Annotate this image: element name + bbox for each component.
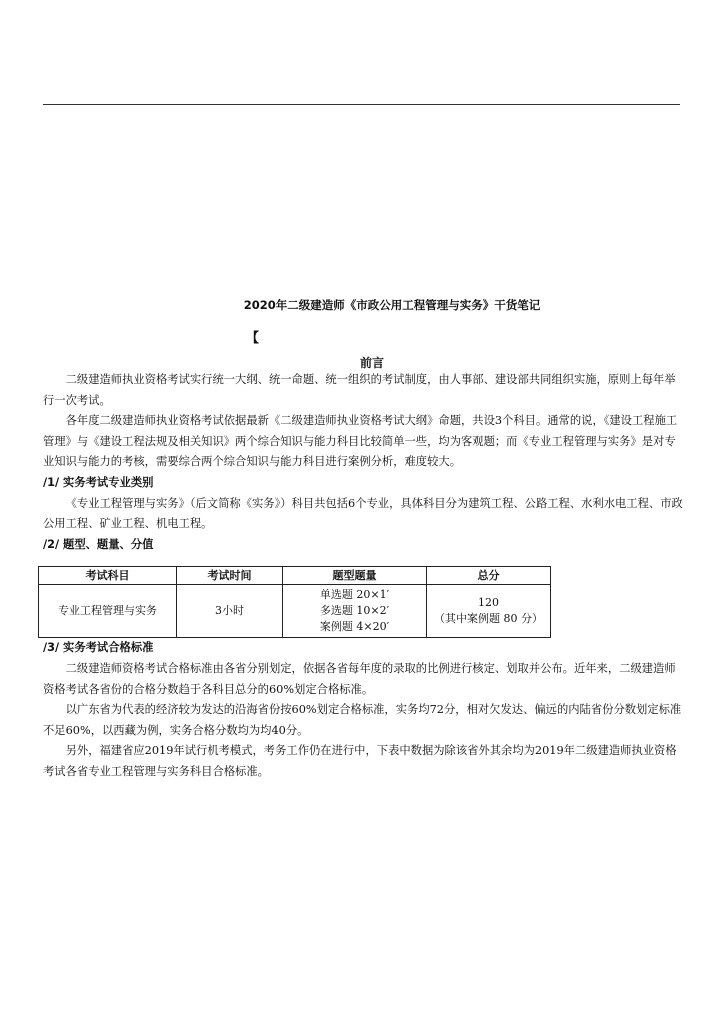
cell-total xyxy=(427,585,551,638)
header-time: 考试时间 xyxy=(177,567,283,585)
section-3-paragraph-2: 以广东省为代表的经济较为发达的沿海省份按60%划定合格标准，实务均72分，相对欠发达、偏远的内陆省份分数划定标准不足60%，以西藏为例，实务合格分数均为均40分。 xyxy=(43,703,682,737)
total-score: 120 xyxy=(478,596,499,610)
table-row xyxy=(39,585,551,638)
header-total: 总分 xyxy=(427,567,551,585)
header-types: 题型题量 xyxy=(283,567,427,585)
preface-heading: 前言 xyxy=(360,356,385,370)
header-rule xyxy=(43,104,680,105)
type-multiple-choice: 多选题 10×2′ xyxy=(319,604,390,618)
section-3-paragraph-3: 另外，福建省应2019年试行机考模式，考务工作仍在进行中，下表中数据为除该省外其余均为2019年二级建造师执业资格考试各省专业工程管理与实务科目合格标准。 xyxy=(43,744,677,778)
cell-types xyxy=(283,585,427,638)
type-case-study: 案例题 4×20′ xyxy=(319,620,390,634)
total-score-note: （其中案例题 80 分） xyxy=(434,612,543,626)
document-title: 2020年二级建造师《市政公用工程管理与实务》干货笔记 xyxy=(243,298,541,312)
section-1-paragraph: 《专业工程管理与实务》（后文简称《实务》）科目共包括6个专业，具体科目分为建筑工程、公路工程、水利水电工程、市政公用工程、矿业工程、机电工程。 xyxy=(43,496,683,531)
cell-time: 3小时 xyxy=(177,585,283,638)
intro-paragraph-1: 二级建造师执业资格考试实行统一大纲、统一命题、统一组织的考试制度，由人事部、建设部共同组织实施，原则上每年举行一次考试。 xyxy=(43,373,676,407)
document-body xyxy=(43,370,683,783)
exam-format-table xyxy=(38,566,551,638)
section-3-heading: /3/ 实务考试合格标准 xyxy=(43,641,154,655)
intro-paragraph-2: 各年度二级建造师执业资格考试依据最新《二级建造师执业资格考试大纲》命题，共设3个科目。通常的说，《建设工程施工管理》与《建设工程法规及相关知识》两个综合知识与能力科目比较简单一些，均为客观题；而《专业工程管理与实务》是对专业知识与能力的考核，需要综合两个综合知识与能力科目进行案例分析，难度较大。 xyxy=(43,414,678,469)
section-1-heading: /1/ 实务考试专业类别 xyxy=(43,475,154,489)
header-subject: 考试科目 xyxy=(39,567,177,585)
bracket-mark: 【 xyxy=(246,331,260,346)
type-single-choice: 单选题 20×1′ xyxy=(319,588,390,602)
table-header-row xyxy=(39,567,551,585)
section-2-heading: /2/ 题型、题量、分值 xyxy=(43,537,154,551)
cell-subject: 专业工程管理与实务 xyxy=(39,585,177,638)
section-3-paragraph-1: 二级建造师资格考试合格标准由各省分别划定，依据各省每年度的录取的比例进行核定、划取并公布。近年来，二级建造师资格考试各省份的合格分数趋于各科目总分的60%划定合格标准。 xyxy=(43,661,676,696)
